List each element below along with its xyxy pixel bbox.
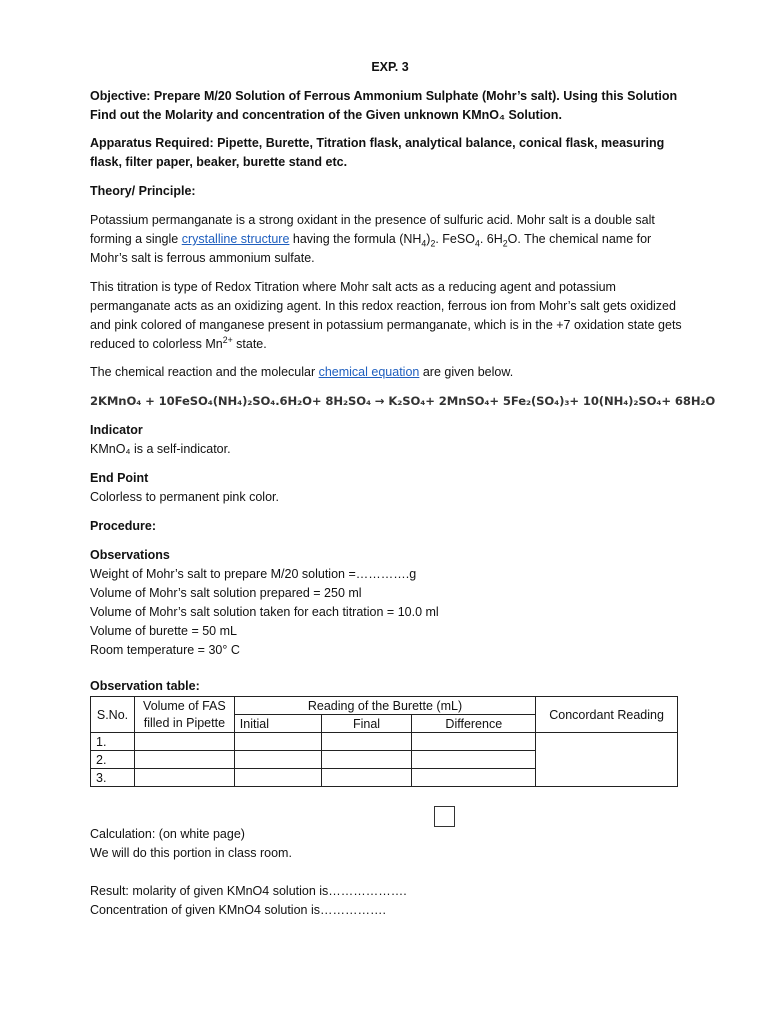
observation-line: Volume of Mohr’s salt solution taken for each titration = 10.0 ml (90, 605, 439, 619)
header-volume-line2: filled in Pipette (143, 715, 226, 730)
para1-text-a: Potassium permanganate is a strong oxidant in the presence of sulfuric acid. Mohr salt is a double salt forming a single (90, 213, 655, 246)
header-reading: Reading of the Burette (mL) (234, 697, 535, 715)
para1-text-e: . 6H (479, 232, 503, 246)
header-volume (134, 697, 234, 733)
theory-heading: Theory/ Principle: (90, 184, 196, 198)
subscript: 2 (502, 238, 508, 249)
observation-line: Volume of Mohr’s salt solution prepared = 250 ml (90, 586, 362, 600)
result-line-2: Concentration of given KMnO4 solution is……………. (90, 903, 386, 917)
table-cell (412, 733, 536, 751)
observation-line: Weight of Mohr’s salt to prepare M/20 solution =………….g (90, 567, 417, 581)
header-difference: Difference (412, 715, 536, 733)
table-heading: Observation table: (90, 679, 200, 693)
calculation-line-2: We will do this portion in class room. (90, 846, 292, 860)
header-final: Final (321, 715, 412, 733)
para3-text-a: The chemical reaction and the molecular (90, 365, 319, 379)
table-row-number: 2. (91, 751, 135, 769)
observation-line: Room temperature = 30° C (90, 643, 240, 657)
table-cell (234, 769, 321, 787)
procedure-heading: Procedure: (90, 519, 156, 533)
table-cell (134, 769, 234, 787)
observations-heading: Observations (90, 548, 170, 562)
result-line-1: Result: molarity of given KMnO4 solution is………………. (90, 884, 407, 898)
table-cell (234, 751, 321, 769)
table-cell (321, 733, 412, 751)
indicator-text: KMnO₄ is a self-indicator. (90, 442, 231, 456)
indicator-heading: Indicator (90, 423, 143, 437)
table-cell (234, 733, 321, 751)
para2-text: This titration is type of Redox Titration where Mohr salt acts as a reducing agent and potassium permanganate acts as an oxidizing agent. In this redox reaction, ferrous ion from Mohr’s salt gets oxidized and pink colored of manganese present in potassium permanganate, which is in the +7 oxidation state gets reduced to colorless Mn (90, 280, 682, 351)
empty-checkbox[interactable] (434, 806, 455, 827)
page-title: EXP. 3 (371, 60, 409, 74)
para1-text-d: . FeSO (435, 232, 475, 246)
table-cell (412, 769, 536, 787)
para3-text-b: are given below. (419, 365, 514, 379)
theory-paragraph-1 (90, 211, 690, 268)
table-cell (134, 733, 234, 751)
apparatus-text: Apparatus Required: Pipette, Burette, Titration flask, analytical balance, conical flask, measuring flask, filter paper, beaker, burette stand etc. (90, 136, 665, 169)
header-volume-line1: Volume of FAS (143, 698, 226, 713)
endpoint-text: Colorless to permanent pink color. (90, 490, 279, 504)
superscript: 2+ (222, 334, 233, 345)
calculation-line-1: Calculation: (on white page) (90, 827, 245, 841)
header-sno: S.No. (91, 697, 135, 733)
theory-paragraph-2 (90, 278, 690, 354)
concordant-cell (536, 733, 678, 787)
theory-paragraph-3 (90, 363, 690, 382)
subscript: 4 (421, 238, 427, 249)
subscript: 4 (474, 238, 480, 249)
header-concordant: Concordant Reading (536, 697, 678, 733)
table-row-number: 3. (91, 769, 135, 787)
observation-line: Volume of burette = 50 mL (90, 624, 237, 638)
endpoint-heading: End Point (90, 471, 149, 485)
header-initial: Initial (234, 715, 321, 733)
crystalline-structure-link[interactable]: crystalline structure (181, 232, 290, 246)
table-row-number: 1. (91, 733, 135, 751)
para1-text-b: having the formula (NH (289, 232, 422, 246)
chemical-equation: 2KMnO₄ + 10FeSO₄(NH₄)₂SO₄.6H₂O+ 8H₂SO₄ → K₂SO₄+ 2MnSO₄+ 5Fe₂(SO₄)₃+ 10(NH₄)₂SO₄+ 68H₂O (90, 394, 716, 408)
objective-text: Objective: Prepare M/20 Solution of Ferrous Ammonium Sulphate (Mohr’s salt). Using this Solution Find out the Molarity and concentration of the Given unknown KMnO₄ Solution. (90, 89, 678, 122)
table-cell (412, 751, 536, 769)
table-cell (134, 751, 234, 769)
para2-end: state. (232, 337, 267, 351)
observation-table (90, 696, 678, 787)
subscript: 2 (430, 238, 436, 249)
chemical-equation-link[interactable]: chemical equation (318, 365, 420, 379)
para1-text-c: ) (426, 232, 431, 246)
table-cell (321, 751, 412, 769)
table-cell (321, 769, 412, 787)
para1-text-f: O. The chemical name for Mohr’s salt is ferrous ammonium sulfate. (90, 232, 652, 265)
